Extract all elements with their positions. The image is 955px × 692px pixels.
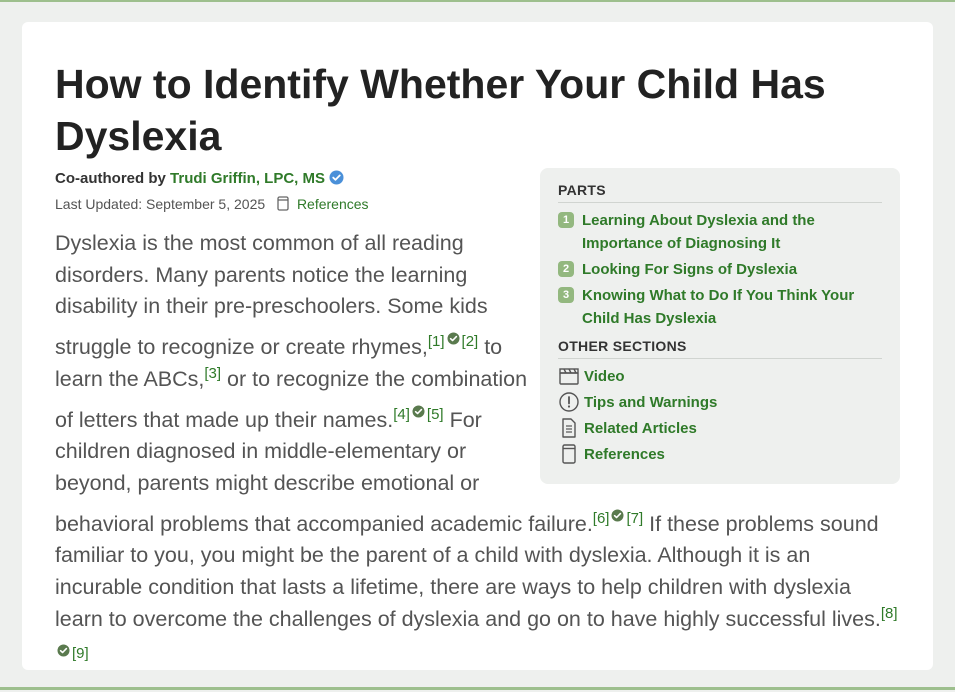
article-card <box>22 22 933 670</box>
toc-references[interactable] <box>558 443 882 466</box>
citation-link[interactable]: [9] <box>72 645 89 663</box>
top-border <box>0 0 955 2</box>
toc-part-3[interactable] <box>558 284 882 330</box>
citation-link[interactable]: [7] <box>626 509 644 527</box>
citation-link[interactable]: [1] <box>427 333 445 351</box>
part-number-badge: 1 <box>558 212 574 228</box>
expert-source-check-icon <box>412 396 425 428</box>
table-of-contents <box>540 168 900 484</box>
expert-source-check-icon <box>611 500 624 532</box>
article-title: How to Identify Whether Your Child Has Dyslexia <box>55 61 826 159</box>
bottom-border <box>0 687 955 690</box>
toc-section-label: Tips and Warnings <box>584 394 718 411</box>
intro-text-segment: If these problems sound familiar to you, you might be the parent of a child with dyslexia. Although it is an incurable condition that lasts a lifetime, there are ways to help children with dyslexia learn to overcome the challenges of dyslexia and go on to have highly successful lives. <box>55 511 881 631</box>
expert-source-check-icon <box>447 323 460 355</box>
parts-heading: PARTS <box>558 182 882 203</box>
references-link[interactable]: References <box>296 196 369 212</box>
citation-link[interactable]: [4] <box>393 405 410 423</box>
intro-text-segment: Dyslexia is the most common of all reading disorders. Many parents notice the learning disability in their pre-preschoolers. Some kids struggle to recognize or create rhymes, <box>55 231 488 360</box>
part-number-badge: 2 <box>558 261 574 277</box>
toc-part-2[interactable] <box>558 258 882 281</box>
byline-prefix: Co-authored by <box>55 170 166 187</box>
toc-tips-warnings[interactable] <box>558 391 882 414</box>
citation-link[interactable]: [5] <box>426 405 444 423</box>
video-clapper-icon <box>558 365 580 387</box>
citation-link[interactable]: [8] <box>880 604 898 622</box>
toc-related-articles[interactable] <box>558 417 882 440</box>
toc-section-label: Video <box>584 368 625 385</box>
last-updated-line <box>55 194 369 216</box>
intro-text-segment: to learn the ABCs, <box>55 335 503 391</box>
toc-part-label: Knowing What to Do If You Think Your Child Has Dyslexia <box>582 287 855 327</box>
document-icon <box>277 196 289 216</box>
citation-link[interactable]: [6] <box>592 509 610 527</box>
intro-text-segment: or to recognize the combination of letters that made up their names. <box>55 366 528 432</box>
verified-badge-icon <box>329 170 344 191</box>
toc-part-label: Learning About Dyslexia and the Importance of Diagnosing It <box>582 212 815 252</box>
other-sections-heading: OTHER SECTIONS <box>558 338 882 359</box>
exclamation-circle-icon <box>558 391 580 413</box>
toc-part-label: Looking For Signs of Dyslexia <box>582 261 798 278</box>
intro-text-segment: For children diagnosed in middle-elementary or beyond, parents might describe emotional or behavioral problems that accompanied academic failure. <box>55 407 593 536</box>
toc-section-label: Related Articles <box>584 420 697 437</box>
part-number-badge: 3 <box>558 287 574 303</box>
toc-part-1[interactable] <box>558 209 882 255</box>
toc-section-label: References <box>584 446 665 463</box>
document-lines-icon <box>558 417 580 439</box>
last-updated-text: Last Updated: September 5, 2025 <box>55 196 266 212</box>
author-link[interactable]: Trudi Griffin, LPC, MS <box>170 170 326 187</box>
document-icon <box>558 443 580 465</box>
toc-video[interactable] <box>558 365 882 388</box>
expert-source-check-icon <box>57 635 70 667</box>
citation-link[interactable]: [2] <box>461 333 479 351</box>
citation-link[interactable]: [3] <box>204 364 222 382</box>
byline <box>55 169 344 191</box>
